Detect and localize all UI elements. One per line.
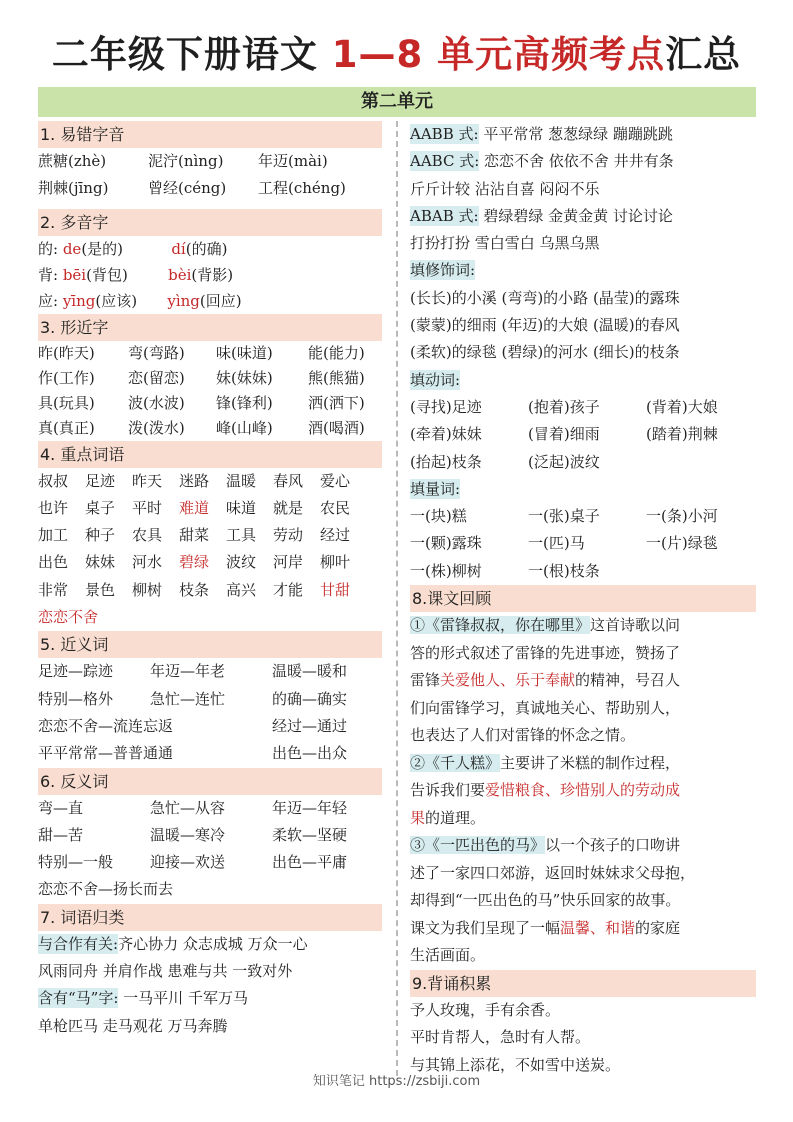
review-paragraph-line: ②《千人糕》主要讲了米糕的制作过程， [410,753,681,772]
pron-row: 荆棘(jīng) 曾经(céng) 工程(chéng) [38,179,346,198]
section-title-recitation: 9.背诵积累 [410,970,756,997]
similar-chars-row: 昨(昨天) 弯(弯路) 味(味道) 能(能力) [38,343,365,362]
fill-measure-row: 一(块)糕 一(张)桌子 一(条)小河 [410,507,718,526]
pattern-row: ABAB 式: 碧绿碧绿 金黄金黄 讨论讨论 [410,206,673,225]
review-paragraph-line: 答的形式叙述了雷锋的先进事迹，赞扬了 [410,643,681,662]
section-title-key-words: 4. 重点词语 [38,441,382,468]
polyphone-row: 的: de(是的) dí(的确) [38,239,228,258]
review-paragraph-line: 们向雷锋学习，真诚地关心、帮助别人， [410,698,681,717]
word-group-row: 风雨同舟 并肩作战 患难与共 一致对外 [38,962,293,981]
review-paragraph-line: 也表达了人们对雷锋的怀念之情。 [410,726,636,745]
recitation-line: 与其锦上添花，不如雪中送炭。 [410,1055,621,1074]
left-column [38,121,382,1040]
section-title-polyphone: 2. 多音字 [38,209,382,236]
section-title-antonyms: 6. 反义词 [38,768,382,795]
fill-modifier-row: (柔软)的绿毯 (碧绿)的河水 (细长)的枝条 [410,343,680,362]
fill-verb-label: 填动词: [410,370,461,389]
review-paragraph-line: 果的道理。 [410,808,486,827]
fill-measure-row: 一(颗)露珠 一(匹)马 一(片)绿毯 [410,534,718,553]
pattern-label: AABB 式: [410,125,479,143]
similar-chars-row: 真(真正) 泼(泼水) 峰(山峰) 酒(喝酒) [38,418,365,437]
pattern-row: 斤斤计较 沾沾自喜 闷闷不乐 [410,179,600,198]
key-words-row: 出色 妹妹 河水 碧绿 波纹 河岸 柳叶 [38,553,351,572]
antonym-row: 甜—苦 温暖—寒冷 柔软—坚硬 [38,825,348,844]
section-title-synonyms: 5. 近义词 [38,631,382,658]
word-group-row: 单枪匹马 走马观花 万马奔腾 [38,1016,228,1035]
key-words-row: 加工 种子 农具 甜菜 工具 劳动 经过 [38,526,351,545]
synonym-row: 足迹—踪迹 年迈—年老 温暖—暖和 [38,662,348,681]
page-title: 二年级下册语文 1—8 单元高频考点汇总 [51,33,742,76]
fill-verb-row: (抬起)枝条 (泛起)波纹 [410,452,600,471]
synonym-row: 特别—格外 急忙—连忙 的确—确实 [38,689,348,708]
review-paragraph-line: 雷锋关爱他人、乐于奉献的精神，号召人 [410,671,681,690]
review-paragraph-line: 告诉我们要爱惜粮食、珍惜别人的劳动成 [410,781,681,800]
antonym-row: 弯—直 急忙—从容 年迈—年轻 [38,798,348,817]
review-paragraph-line: 生活画面。 [410,946,486,965]
pattern-row: AABC 式: 恋恋不舍 依依不舍 井井有条 [410,152,674,171]
section-title-pronunciation: 1. 易错字音 [38,121,382,148]
pattern-label: ABAB 式: [410,206,479,225]
key-words-row: 非常 景色 柳树 枝条 高兴 才能 甘甜 [38,580,351,599]
polyphone-row: 应: yīng(应该) yìng(回应) [38,291,242,310]
fill-measure-row: 一(株)柳树 一(根)枝条 [410,561,600,580]
fill-modifier-row: (长长)的小溪 (弯弯)的小路 (晶莹)的露珠 [410,288,680,307]
review-paragraph-line: ③《一匹出色的马》以一个孩子的口吻讲 [410,836,681,855]
review-paragraph-line: 课文为我们呈现了一幅温馨、和谐的家庭 [410,918,681,937]
pattern-label: AABC 式: [410,152,480,171]
similar-chars-row: 具(玩具) 波(水波) 锋(锋利) 洒(洒下) [38,393,365,412]
synonym-row: 恋恋不舍—流连忘返 经过—通过 [38,716,348,735]
key-words-row: 也许 桌子 平时 难道 味道 就是 农民 [38,498,351,517]
polyphone-row: 背: bēi(背包) bèi(背影) [38,265,234,284]
pattern-row: AABB 式: 平平常常 葱葱绿绿 蹦蹦跳跳 [410,125,673,143]
section-title-word-groups: 7. 词语归类 [38,904,382,931]
fill-modifier-label: 填修饰词: [410,261,476,280]
fill-measure-label: 填量词: [410,479,461,498]
right-column [410,121,756,1079]
antonym-row: 特别—一般 迎接—欢送 出色—平庸 [38,853,348,872]
word-group-label: 与合作有关: [38,934,119,953]
review-paragraph-line: 述了一家四口郊游，返回时妹妹求父母抱， [410,863,696,882]
word-group-row: 与合作有关:齐心协力 众志成城 万众一心 [38,934,308,953]
section-title-similar-chars: 3. 形近字 [38,314,382,341]
recitation-line: 予人玫瑰，手有余香。 [410,1000,561,1019]
recitation-line: 平时肯帮人，急时有人帮。 [410,1028,591,1047]
review-paragraph-line: 却得到“一匹出色的马”快乐回家的故事。 [410,891,681,910]
word-group-label: 含有“马”字: [38,989,119,1008]
review-paragraph-line: ①《雷锋叔叔，你在哪里》这首诗歌以问 [410,616,681,635]
column-divider [396,121,398,1076]
pattern-row: 打扮打扮 雪白雪白 乌黑乌黑 [410,234,600,253]
synonym-row: 平平常常—普普通通 出色—出众 [38,744,348,763]
similar-chars-row: 作(工作) 恋(留恋) 妹(妹妹) 熊(熊猫) [38,368,365,387]
fill-modifier-row: (蒙蒙)的细雨 (年迈)的大娘 (温暖)的春风 [410,316,680,335]
key-words-row: 恋恋不舍 [38,608,99,627]
key-words-row: 叔叔 足迹 昨天 迷路 温暖 春风 爱心 [38,471,351,490]
unit-heading: 第二单元 [38,87,756,117]
fill-verb-row: (寻找)足迹 (抱着)孩子 (背着)大娘 [410,397,718,416]
fill-verb-row: (牵着)妹妹 (冒着)细雨 (踏着)荆棘 [410,425,718,444]
section-title-text-review: 8.课文回顾 [410,585,756,612]
antonym-row: 恋恋不舍—扬长而去 [38,880,174,899]
word-group-row: 含有“马”字: 一马平川 千军万马 [38,989,248,1008]
pron-row: 蔗糖(zhè) 泥泞(nìng) 年迈(mài) [38,152,328,170]
footer-watermark: 知识笔记 https://zsbiji.com [312,1074,481,1089]
